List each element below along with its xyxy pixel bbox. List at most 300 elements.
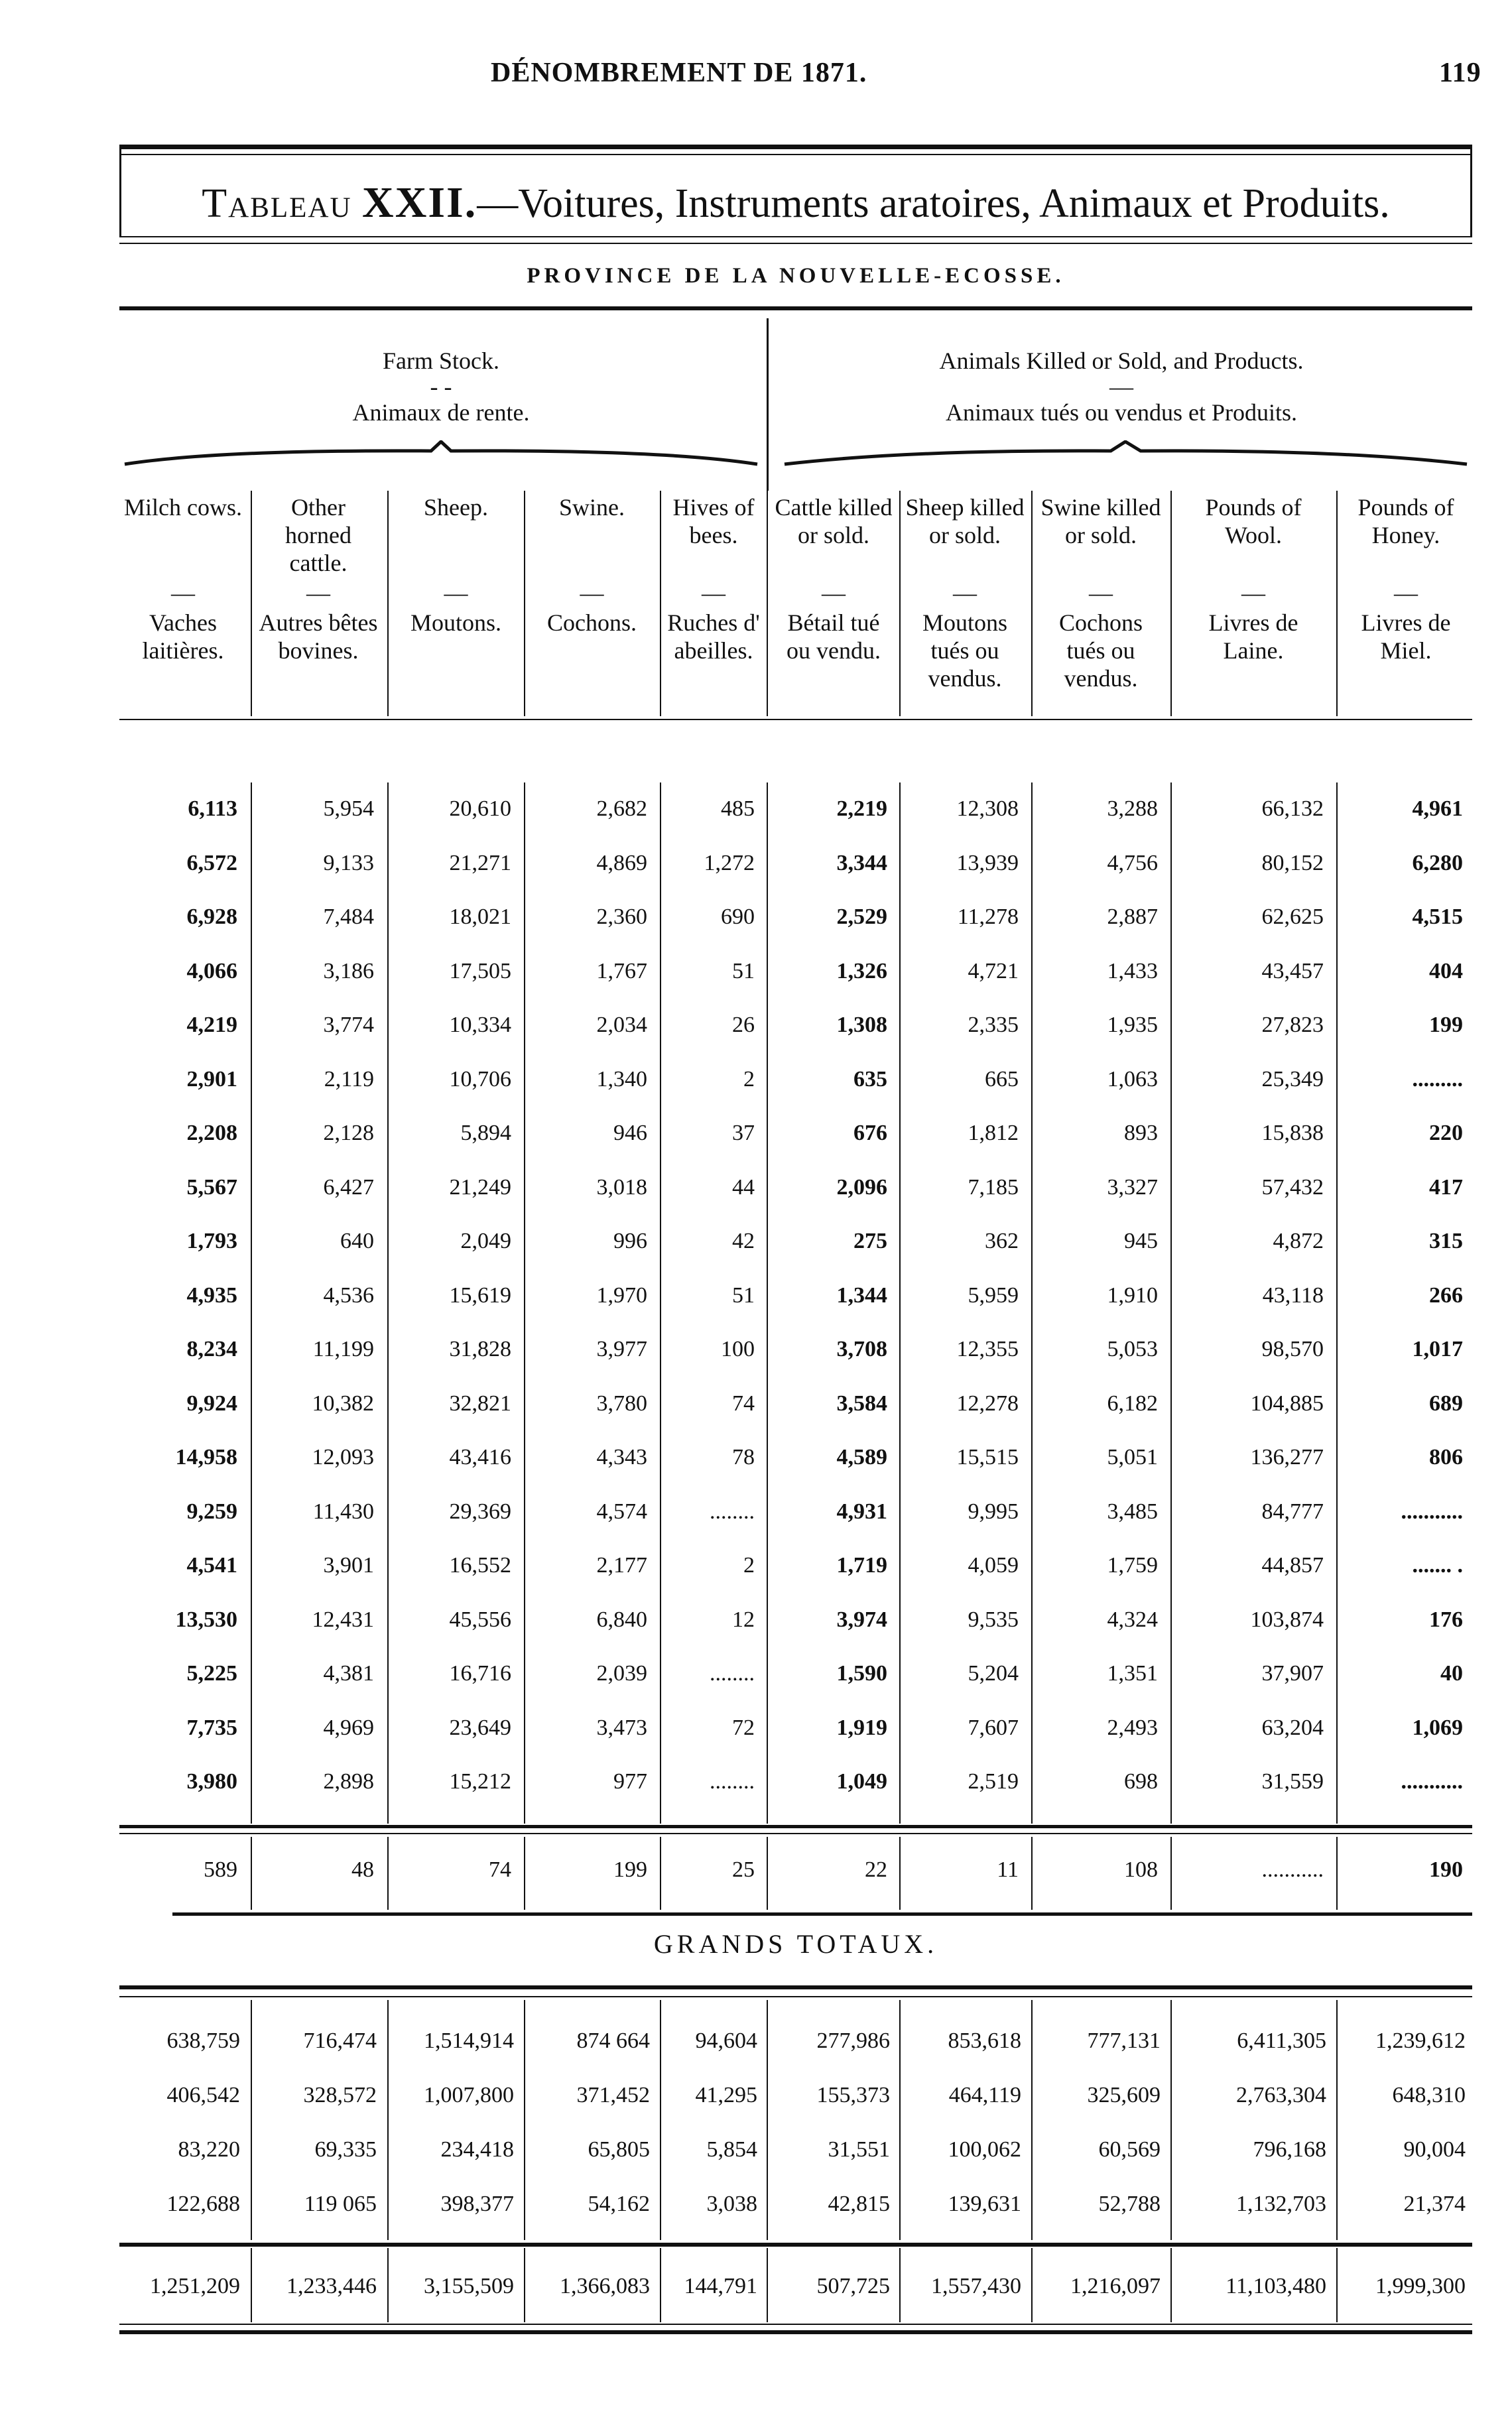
table-cell: 3,901 <box>323 1553 374 1578</box>
table-cell: 2,219 <box>836 796 887 821</box>
column-rule-body <box>251 782 252 1824</box>
table-number: XXII. <box>362 178 477 227</box>
table-cell: 362 <box>985 1229 1019 1253</box>
table-cell: 199 <box>1429 1013 1463 1037</box>
table-cell: 44,857 <box>1261 1553 1324 1578</box>
table-cell: 31,828 <box>449 1337 511 1361</box>
column-rule-header <box>251 491 252 716</box>
table-cell: 15,838 <box>1261 1121 1324 1145</box>
column-rule-header <box>524 491 525 716</box>
table-cell: 1,272 <box>704 851 755 875</box>
table-cell: 635 <box>853 1067 887 1092</box>
group-killed <box>771 343 1472 430</box>
column-header-7 <box>905 493 1025 692</box>
column-header-dash: — <box>306 580 330 606</box>
grand-total-cell: 1,239,612 <box>1375 2029 1466 2053</box>
table-cell: 3,780 <box>596 1391 647 1416</box>
table-cell: 689 <box>1429 1391 1463 1416</box>
table-cell: 32,821 <box>449 1391 511 1416</box>
table-cell: 4,066 <box>186 959 237 983</box>
page-number: 119 <box>1439 58 1481 88</box>
table-cell: 640 <box>340 1229 374 1253</box>
table-cell: 12,278 <box>956 1391 1019 1416</box>
farm-stock-brace <box>119 440 763 467</box>
province-title: PROVINCE DE LA NOUVELLE-ECOSSE. <box>527 264 1065 288</box>
column-rule-extra <box>387 1837 389 1910</box>
extra-row-cell: 199 <box>613 1857 647 1882</box>
column-header-dash: — <box>1394 580 1418 606</box>
column-rule-grand <box>251 2000 252 2240</box>
table-cell: 10,706 <box>449 1067 511 1092</box>
grand-total-cell: 853,618 <box>948 2029 1021 2053</box>
column-rule-grand <box>1336 2000 1338 2240</box>
group-farm-stock-en: Farm Stock. <box>383 347 499 374</box>
grand-total-cell: 69,335 <box>314 2137 377 2162</box>
table-cell: 7,735 <box>186 1716 237 1740</box>
table-cell: 43,118 <box>1262 1283 1324 1308</box>
column-header-fr: Ruches d' abeilles. <box>667 609 760 664</box>
table-cell: 4,931 <box>836 1499 887 1524</box>
grand-total-cell: 31,551 <box>828 2137 890 2162</box>
column-rule-final <box>524 2248 525 2322</box>
table-cell: 16,716 <box>449 1661 511 1686</box>
table-cell: 3,473 <box>596 1716 647 1740</box>
table-cell: 4,219 <box>186 1013 237 1037</box>
table-cell: 104,885 <box>1250 1391 1324 1416</box>
table-cell: 946 <box>613 1121 647 1145</box>
table-cell: 4,969 <box>323 1716 374 1740</box>
table-cell: 2,034 <box>596 1013 647 1037</box>
column-rule-body <box>387 782 389 1824</box>
table-label: Tableau <box>202 181 352 226</box>
table-cell: 1,935 <box>1107 1013 1158 1037</box>
grand-total-cell: 398,377 <box>440 2192 514 2216</box>
grand-total-cell: 371,452 <box>576 2083 650 2107</box>
column-header-5 <box>666 493 761 664</box>
table-cell: 18,021 <box>449 905 511 929</box>
table-cell: 43,416 <box>449 1445 511 1469</box>
grand-total-cell: 796,168 <box>1253 2137 1326 2162</box>
table-cell: 1,433 <box>1107 959 1158 983</box>
table-cell: 1,344 <box>836 1283 887 1308</box>
table-cell: 57,432 <box>1261 1175 1324 1200</box>
extra-row-cell: 589 <box>204 1857 237 1882</box>
grand-total-cell: 328,572 <box>303 2083 377 2107</box>
table-subtitle: —Voitures, Instruments aratoires, Animaux et Produits. <box>477 181 1390 226</box>
table-cell: 27,823 <box>1261 1013 1324 1037</box>
table-cell: 23,649 <box>449 1716 511 1740</box>
grand-total-cell: 277,986 <box>816 2029 890 2053</box>
column-rule-final <box>1336 2248 1338 2322</box>
table-cell: 72 <box>732 1716 755 1740</box>
table-cell: 25,349 <box>1261 1067 1324 1092</box>
grand-total-cell: 6,411,305 <box>1237 2029 1326 2053</box>
column-rule-final <box>251 2248 252 2322</box>
table-cell: 4,059 <box>968 1553 1019 1578</box>
table-cell: 4,541 <box>186 1553 237 1578</box>
header-underline <box>119 719 1472 720</box>
column-header-fr: Cochons. <box>547 609 637 636</box>
table-cell: 62,625 <box>1261 905 1324 929</box>
table-cell: 4,721 <box>968 959 1019 983</box>
table-cell: 3,485 <box>1107 1499 1158 1524</box>
table-cell: 6,113 <box>188 796 237 821</box>
table-cell: 12,093 <box>312 1445 374 1469</box>
column-rule-grand <box>387 2000 389 2240</box>
table-cell: 1,919 <box>836 1716 887 1740</box>
table-cell: 12,308 <box>956 796 1019 821</box>
final-total-cell: 144,791 <box>684 2274 757 2298</box>
table-cell: 3,774 <box>323 1013 374 1037</box>
extra-row-cell: 22 <box>865 1857 887 1882</box>
group-killed-dash: — <box>1109 373 1133 400</box>
column-header-en: Sheep. <box>424 494 488 521</box>
group-killed-en: Animals Killed or Sold, and Products. <box>939 347 1304 374</box>
extra-row-cell: 25 <box>732 1857 755 1882</box>
table-cell: ........ <box>710 1499 755 1524</box>
column-header-en: Other horned cattle. <box>285 494 351 576</box>
table-cell: 5,959 <box>968 1283 1019 1308</box>
grand-rule-2 <box>119 1996 1472 1997</box>
table-cell: 4,574 <box>596 1499 647 1524</box>
column-rule-final <box>767 2248 768 2322</box>
grand-total-cell: 5,854 <box>706 2137 757 2162</box>
grand-total-cell: 464,119 <box>948 2083 1021 2107</box>
table-cell: ........ <box>710 1769 755 1794</box>
column-rule-header <box>899 491 901 716</box>
table-cell: 80,152 <box>1261 851 1324 875</box>
column-rule-header <box>387 491 389 716</box>
table-cell: 13,939 <box>956 851 1019 875</box>
table-cell: 4,961 <box>1412 796 1463 821</box>
column-header-fr: Autres bêtes bovines. <box>259 609 378 664</box>
table-cell: 1,049 <box>836 1769 887 1794</box>
column-header-4 <box>530 493 654 637</box>
table-cell: 2,887 <box>1107 905 1158 929</box>
title-rule-1 <box>119 236 1472 237</box>
table-cell: 5,204 <box>968 1661 1019 1686</box>
column-header-9 <box>1176 493 1330 664</box>
extra-row-cell: 74 <box>489 1857 511 1882</box>
table-cell: 10,334 <box>449 1013 511 1037</box>
table-cell: 26 <box>732 1013 755 1037</box>
column-rule-body <box>1031 782 1033 1824</box>
grand-total-cell: 155,373 <box>816 2083 890 2107</box>
table-cell: 3,344 <box>836 851 887 875</box>
table-cell: 6,427 <box>323 1175 374 1200</box>
column-rule-body <box>1336 782 1338 1824</box>
table-cell: 2,335 <box>968 1013 1019 1037</box>
column-rule-header <box>1170 491 1172 716</box>
column-rule-body <box>899 782 901 1824</box>
grand-total-cell: 406,542 <box>166 2083 240 2107</box>
column-rule-final <box>660 2248 661 2322</box>
table-cell: 4,935 <box>186 1283 237 1308</box>
final-rule-bottom-1 <box>119 2324 1472 2325</box>
column-rule-final <box>899 2248 901 2322</box>
table-cell: ........... <box>1401 1499 1463 1524</box>
column-rule-body <box>524 782 525 1824</box>
table-cell: 2,177 <box>596 1553 647 1578</box>
grand-total-cell: 638,759 <box>166 2029 240 2053</box>
final-total-cell: 1,233,446 <box>286 2274 377 2298</box>
table-cell: 3,018 <box>596 1175 647 1200</box>
group-divider <box>767 318 769 491</box>
table-cell: 14,958 <box>175 1445 237 1469</box>
table-cell: 1,767 <box>596 959 647 983</box>
table-cell: 31,559 <box>1261 1769 1324 1794</box>
grand-total-cell: 52,788 <box>1098 2192 1161 2216</box>
table-cell: 6,928 <box>186 905 237 929</box>
table-cell: 2,208 <box>186 1121 237 1145</box>
table-cell: 7,607 <box>968 1716 1019 1740</box>
column-header-fr: Cochons tués ou vendus. <box>1059 609 1143 692</box>
column-header-dash: — <box>822 580 846 606</box>
table-cell: 176 <box>1429 1607 1463 1632</box>
column-rule-body <box>767 782 768 1824</box>
extra-row-cell: 48 <box>351 1857 374 1882</box>
table-cell: 9,259 <box>186 1499 237 1524</box>
table-cell: 3,288 <box>1107 796 1158 821</box>
grand-total-cell: 122,688 <box>166 2192 240 2216</box>
table-cell: 4,589 <box>836 1445 887 1469</box>
table-cell: 6,840 <box>596 1607 647 1632</box>
top-rule-thin <box>119 154 1472 155</box>
grand-totals-label: GRANDS TOTAUX. <box>653 1929 938 1959</box>
table-cell: 4,324 <box>1107 1607 1158 1632</box>
table-cell: 37,907 <box>1261 1661 1324 1686</box>
column-header-dash: — <box>444 580 468 606</box>
column-header-en: Hives of bees. <box>672 494 755 548</box>
grand-total-cell: 234,418 <box>440 2137 514 2162</box>
table-cell: 78 <box>732 1445 755 1469</box>
grand-total-cell: 83,220 <box>178 2137 240 2162</box>
table-cell: 977 <box>613 1769 647 1794</box>
table-cell: 2,096 <box>836 1175 887 1200</box>
table-cell: 29,369 <box>449 1499 511 1524</box>
column-rule-header <box>660 491 661 716</box>
table-cell: 5,225 <box>186 1661 237 1686</box>
grand-total-cell: 90,004 <box>1403 2137 1466 2162</box>
column-header-10 <box>1342 493 1470 664</box>
grand-total-cell: 94,604 <box>695 2029 757 2053</box>
column-rule-grand <box>1170 2000 1172 2240</box>
column-header-dash: — <box>953 580 977 606</box>
column-rule-grand <box>660 2000 661 2240</box>
grand-total-cell: 42,815 <box>828 2192 890 2216</box>
table-cell: 100 <box>721 1337 755 1361</box>
table-cell: 12,431 <box>312 1607 374 1632</box>
table-cell: 37 <box>732 1121 755 1145</box>
grand-total-cell: 60,569 <box>1098 2137 1161 2162</box>
table-title <box>119 178 1472 228</box>
table-cell: 15,515 <box>956 1445 1019 1469</box>
table-cell: 9,924 <box>186 1391 237 1416</box>
final-total-cell: 507,725 <box>816 2274 890 2298</box>
column-rule-header <box>1031 491 1033 716</box>
table-cell: 21,249 <box>449 1175 511 1200</box>
grand-total-cell: 119 065 <box>304 2192 377 2216</box>
table-cell: 2,128 <box>323 1121 374 1145</box>
column-header-dash: — <box>1241 580 1265 606</box>
table-cell: 1,326 <box>836 959 887 983</box>
column-header-8 <box>1037 493 1165 692</box>
column-rule-body <box>660 782 661 1824</box>
table-cell: 13,530 <box>175 1607 237 1632</box>
table-cell: 4,343 <box>596 1445 647 1469</box>
table-cell: 12,355 <box>956 1337 1019 1361</box>
grand-total-cell: 716,474 <box>303 2029 377 2053</box>
table-cell: 3,974 <box>836 1607 887 1632</box>
table-cell: 9,133 <box>323 851 374 875</box>
column-header-dash: — <box>702 580 725 606</box>
column-header-6 <box>773 493 894 664</box>
column-rule-extra <box>1170 1837 1172 1910</box>
grand-total-cell: 41,295 <box>695 2083 757 2107</box>
table-cell: 66,132 <box>1261 796 1324 821</box>
table-cell: 5,053 <box>1107 1337 1158 1361</box>
column-header-fr: Moutons tués ou vendus. <box>922 609 1008 692</box>
table-cell: 3,327 <box>1107 1175 1158 1200</box>
table-cell: 1,812 <box>968 1121 1019 1145</box>
table-cell: 45,556 <box>449 1607 511 1632</box>
table-cell: 20,610 <box>449 796 511 821</box>
table-cell: 6,182 <box>1107 1391 1158 1416</box>
final-total-cell: 1,366,083 <box>560 2274 650 2298</box>
table-cell: 2,529 <box>836 905 887 929</box>
column-header-fr: Livres de Miel. <box>1361 609 1451 664</box>
final-total-cell: 1,216,097 <box>1070 2274 1161 2298</box>
column-header-en: Swine killed or sold. <box>1040 494 1161 548</box>
table-cell: 2 <box>743 1553 755 1578</box>
grand-rule-1 <box>119 1985 1472 1989</box>
group-farm-stock-fr: Animaux de rente. <box>352 399 530 426</box>
group-farm-stock-dash: - - <box>430 373 452 400</box>
table-cell: 1,970 <box>596 1283 647 1308</box>
table-cell: 7,185 <box>968 1175 1019 1200</box>
table-cell: 220 <box>1429 1121 1463 1145</box>
table-cell: 17,505 <box>449 959 511 983</box>
running-head <box>0 57 1512 97</box>
table-cell: 4,756 <box>1107 851 1158 875</box>
group-killed-fr: Animaux tués ou vendus et Produits. <box>946 399 1297 426</box>
column-rule-header <box>1336 491 1338 716</box>
column-rule-final <box>1170 2248 1172 2322</box>
column-header-dash: — <box>171 580 195 606</box>
group-farm-stock <box>119 343 763 430</box>
grand-total-cell: 3,038 <box>706 2192 757 2216</box>
table-cell: 5,051 <box>1107 1445 1158 1469</box>
table-cell: 3,584 <box>836 1391 887 1416</box>
table-cell: 2,682 <box>596 796 647 821</box>
column-header-fr: Bétail tué ou vendu. <box>787 609 881 664</box>
table-cell: 2,039 <box>596 1661 647 1686</box>
column-header-3 <box>394 493 518 637</box>
table-cell: 1,340 <box>596 1067 647 1092</box>
table-cell: 2,360 <box>596 905 647 929</box>
table-cell: 676 <box>853 1121 887 1145</box>
province-rule <box>119 306 1472 310</box>
table-cell: 3,980 <box>186 1769 237 1794</box>
column-header-en: Sheep killed or sold. <box>905 494 1025 548</box>
table-cell: 84,777 <box>1261 1499 1324 1524</box>
table-cell: 63,204 <box>1261 1716 1324 1740</box>
table-cell: 1,069 <box>1412 1716 1463 1740</box>
column-header-fr: Vaches laitières. <box>142 609 224 664</box>
extra-row-rule-bottom <box>172 1912 1472 1916</box>
table-cell: 5,567 <box>186 1175 237 1200</box>
table-cell: 5,894 <box>460 1121 511 1145</box>
table-cell: 2,049 <box>460 1229 511 1253</box>
table-cell: 9,535 <box>968 1607 1019 1632</box>
column-header-fr: Livres de Laine. <box>1208 609 1298 664</box>
grand-total-cell: 100,062 <box>948 2137 1021 2162</box>
final-rule-top <box>119 2243 1472 2247</box>
grand-total-cell: 1,007,800 <box>424 2083 514 2107</box>
table-cell: 11,199 <box>312 1337 374 1361</box>
table-cell: 404 <box>1429 959 1463 983</box>
grand-total-cell: 777,131 <box>1087 2029 1161 2053</box>
column-header-en: Pounds of Honey. <box>1357 494 1454 548</box>
table-cell: 1,793 <box>186 1229 237 1253</box>
grand-total-cell: 648,310 <box>1392 2083 1466 2107</box>
column-header-en: Milch cows. <box>124 494 242 521</box>
grand-total-cell: 325,609 <box>1087 2083 1161 2107</box>
column-rule-extra <box>767 1837 768 1910</box>
table-cell: 4,872 <box>1273 1229 1324 1253</box>
column-header-dash: — <box>580 580 604 606</box>
column-rule-grand <box>899 2000 901 2240</box>
top-rule-thick <box>119 145 1472 149</box>
extra-row-rule-top-2 <box>119 1833 1472 1834</box>
column-header-en: Swine. <box>559 494 625 521</box>
table-cell: 4,869 <box>596 851 647 875</box>
table-cell: 4,515 <box>1412 905 1463 929</box>
table-cell: 275 <box>853 1229 887 1253</box>
extra-row-cell: 190 <box>1429 1857 1463 1882</box>
table-cell: 43,457 <box>1261 959 1324 983</box>
table-cell: 2,119 <box>324 1067 374 1092</box>
table-cell: 417 <box>1429 1175 1463 1200</box>
final-total-cell: 1,251,209 <box>150 2274 240 2298</box>
extra-row-rule-top <box>119 1825 1472 1828</box>
table-cell: ........... <box>1401 1769 1463 1794</box>
table-cell: 51 <box>732 959 755 983</box>
table-cell: 74 <box>732 1391 755 1416</box>
table-cell: 690 <box>721 905 755 929</box>
table-cell: 1,017 <box>1412 1337 1463 1361</box>
table-cell: ....... . <box>1412 1553 1463 1578</box>
extra-row-cell: 108 <box>1124 1857 1158 1882</box>
table-cell: 10,382 <box>312 1391 374 1416</box>
grand-total-cell: 874 664 <box>576 2029 650 2053</box>
table-cell: 1,351 <box>1107 1661 1158 1686</box>
extra-row-cell: 11 <box>997 1857 1019 1882</box>
column-rule-body <box>1170 782 1172 1824</box>
grand-total-cell: 21,374 <box>1403 2192 1466 2216</box>
title-rule-2 <box>119 243 1472 244</box>
table-cell: 1,719 <box>836 1553 887 1578</box>
table-cell: 945 <box>1124 1229 1158 1253</box>
table-cell: 1,910 <box>1107 1283 1158 1308</box>
final-total-cell: 1,557,430 <box>931 2274 1021 2298</box>
table-cell: 315 <box>1429 1229 1463 1253</box>
table-cell: 6,280 <box>1412 851 1463 875</box>
table-cell: 266 <box>1429 1283 1463 1308</box>
column-rule-extra <box>251 1837 252 1910</box>
column-header-dash: — <box>1089 580 1113 606</box>
table-cell: 1,308 <box>836 1013 887 1037</box>
